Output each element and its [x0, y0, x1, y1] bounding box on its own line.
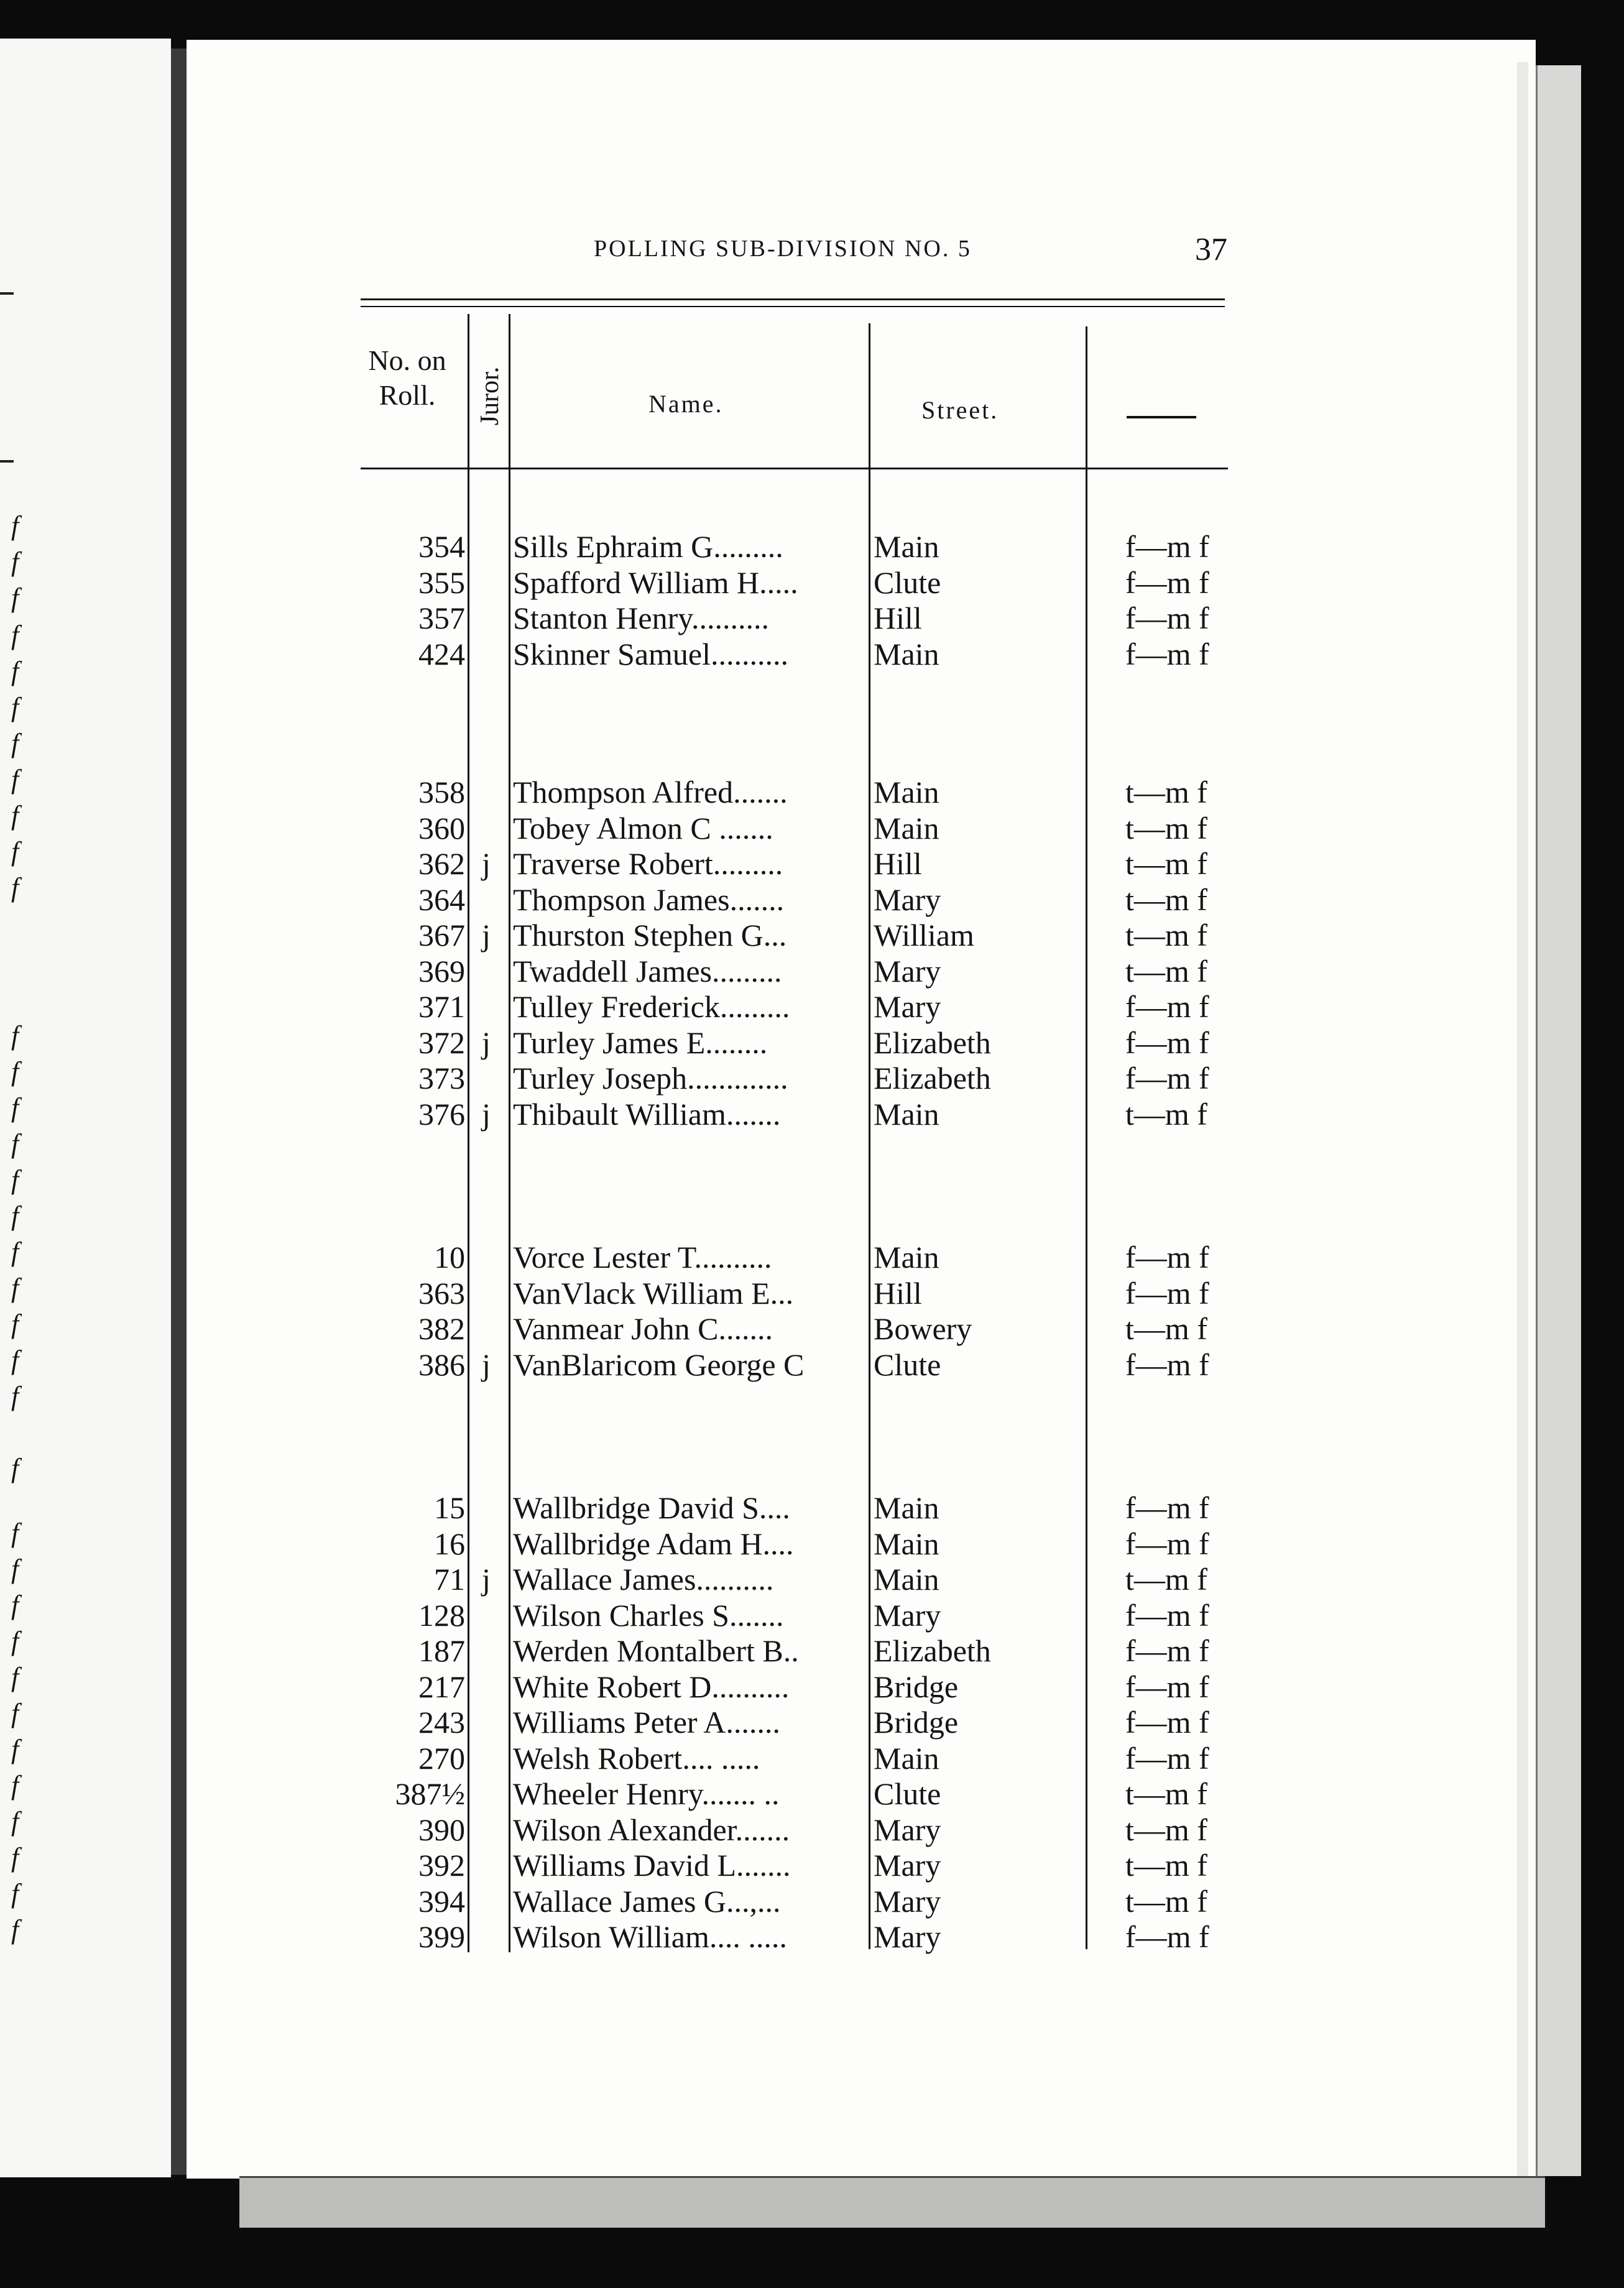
roll-number: 386	[418, 1347, 465, 1382]
voter-name: Skinner Samuel..........	[513, 637, 789, 671]
left-margin-mark: f	[11, 1590, 19, 1620]
roll-number: 367	[418, 918, 465, 953]
juror-mark	[474, 1275, 499, 1311]
street-name: Clute	[874, 565, 941, 600]
qualification-mark: f—m f	[1125, 1490, 1209, 1525]
left-margin-mark: f	[11, 1056, 19, 1087]
column-rule	[509, 314, 510, 1952]
qualification-mark: f—m f	[1125, 989, 1209, 1024]
qualification-mark: f—m f	[1125, 1347, 1209, 1382]
left-margin-mark: f	[11, 1237, 19, 1267]
left-margin-mark: f	[11, 1381, 19, 1411]
qualification-mark: t—m f	[1125, 1884, 1207, 1919]
juror-mark	[474, 636, 499, 672]
qualification-mark: f—m f	[1125, 565, 1209, 600]
header-street: Street.	[921, 396, 999, 424]
left-margin-mark: f	[11, 1662, 19, 1692]
qualification-mark: f—m f	[1125, 1025, 1209, 1060]
left-margin-mark: f	[11, 1770, 19, 1801]
juror-mark	[474, 1526, 499, 1562]
juror-mark	[474, 774, 499, 810]
voter-name: Vanmear John C.......	[513, 1311, 773, 1346]
voter-name: Turley Joseph.............	[513, 1061, 788, 1096]
voter-name: Thibault William.......	[513, 1097, 781, 1132]
qualification-mark: t—m f	[1125, 918, 1207, 953]
voter-name: Tulley Frederick.........	[513, 989, 790, 1024]
voter-name: Wallbridge David S....	[513, 1490, 790, 1525]
voter-name: Thompson Alfred.......	[513, 775, 788, 810]
roll-number: 362	[418, 846, 465, 881]
left-margin-mark: f	[11, 836, 19, 867]
left-margin-mark: f	[11, 1878, 19, 1909]
left-margin-mark: f	[11, 1453, 19, 1483]
roll-number: 363	[418, 1276, 465, 1311]
voter-name: Traverse Robert.........	[513, 846, 783, 881]
voter-name: VanBlaricom George C	[513, 1347, 805, 1382]
voter-name: Thompson James.......	[513, 882, 785, 917]
street-name: Elizabeth	[874, 1633, 991, 1668]
juror-mark	[474, 1311, 499, 1347]
street-name: Main	[874, 1526, 939, 1561]
roll-number: 217	[418, 1669, 465, 1704]
roll-number: 394	[418, 1884, 465, 1919]
left-margin-mark: f	[11, 620, 19, 650]
street-name: Main	[874, 1741, 939, 1776]
juror-mark	[474, 989, 499, 1025]
roll-number: 387½	[395, 1776, 465, 1811]
voter-name: Werden Montalbert B..	[513, 1633, 799, 1668]
left-margin-mark: f	[11, 1309, 19, 1339]
voter-name: Williams David L.......	[513, 1848, 791, 1883]
street-name: Hill	[874, 601, 922, 635]
left-margin-mark: f	[11, 656, 19, 686]
header-no-on-roll-line1: No. on	[368, 344, 446, 376]
header-no-on-roll-line2: Roll.	[379, 379, 436, 411]
left-margin-mark: f	[11, 1806, 19, 1837]
juror-mark	[474, 1490, 499, 1526]
roll-number: 372	[418, 1025, 465, 1060]
left-page-rule	[0, 292, 14, 295]
column-rule	[869, 323, 870, 1949]
page-stack-edge	[1536, 65, 1581, 2176]
left-margin-mark: f	[11, 1201, 19, 1231]
juror-mark	[474, 1060, 499, 1096]
voter-name: Spafford William H.....	[513, 565, 798, 600]
qualification-mark: f—m f	[1125, 529, 1209, 564]
voter-name: Wallace James G...,...	[513, 1884, 781, 1919]
juror-mark: j	[482, 1347, 491, 1382]
left-margin-mark: f	[11, 872, 19, 903]
qualification-mark: t—m f	[1125, 811, 1207, 846]
juror-mark	[474, 810, 499, 846]
left-margin-mark: f	[11, 1698, 19, 1728]
juror-mark	[474, 1669, 499, 1705]
juror-mark	[474, 600, 499, 636]
column-rule	[1086, 326, 1087, 1949]
street-name: Bowery	[874, 1311, 972, 1346]
juror-mark: j	[482, 1025, 491, 1060]
voter-name: Stanton Henry..........	[513, 601, 769, 635]
street-name: Main	[874, 1097, 939, 1132]
page-edge	[1517, 62, 1528, 2176]
left-margin-mark: f	[11, 1842, 19, 1873]
street-name: Mary	[874, 1598, 941, 1633]
qualification-mark: f—m f	[1125, 1741, 1209, 1776]
page-number: 37	[1195, 232, 1227, 267]
qualification-mark: f—m f	[1125, 1705, 1209, 1740]
qualification-mark: f—m f	[1125, 1276, 1209, 1311]
roll-number: 424	[418, 637, 465, 671]
voter-name: VanVlack William E...	[513, 1276, 794, 1311]
roll-number: 390	[418, 1812, 465, 1847]
roll-number: 369	[418, 954, 465, 989]
voter-name: Tobey Almon C .......	[513, 811, 773, 846]
roll-number: 354	[418, 529, 465, 564]
roll-number: 371	[418, 989, 465, 1024]
voter-name: White Robert D..........	[513, 1669, 790, 1704]
juror-mark	[474, 528, 499, 565]
voter-name: Vorce Lester T..........	[513, 1240, 772, 1275]
juror-mark	[474, 1776, 499, 1812]
header-rule	[361, 468, 1228, 469]
roll-number: 355	[418, 565, 465, 600]
qualification-mark: t—m f	[1125, 1848, 1207, 1883]
street-name: Clute	[874, 1347, 941, 1382]
street-name: Mary	[874, 1919, 941, 1954]
qualification-mark: t—m f	[1125, 1776, 1207, 1811]
qualification-mark: t—m f	[1125, 1812, 1207, 1847]
left-margin-mark: f	[11, 800, 19, 831]
roll-number: 364	[418, 882, 465, 917]
street-name: Main	[874, 1240, 939, 1275]
left-margin-mark: f	[11, 1554, 19, 1584]
roll-number: 243	[418, 1705, 465, 1740]
roll-number: 187	[418, 1633, 465, 1668]
street-name: Mary	[874, 1812, 941, 1847]
qualification-mark: f—m f	[1125, 1598, 1209, 1633]
top-rule	[361, 306, 1225, 307]
left-margin-mark: f	[11, 1914, 19, 1945]
roll-number: 382	[418, 1311, 465, 1346]
juror-mark: j	[482, 1097, 491, 1132]
street-name: Bridge	[874, 1705, 959, 1740]
juror-mark	[474, 1740, 499, 1776]
qualification-mark: f—m f	[1125, 1633, 1209, 1668]
left-margin-mark: f	[11, 510, 19, 541]
street-name: Mary	[874, 1884, 941, 1919]
voter-name: Twaddell James.........	[513, 954, 782, 989]
left-margin-mark: f	[11, 1020, 19, 1051]
street-name: Hill	[874, 846, 922, 881]
left-margin-mark: f	[11, 728, 19, 759]
street-name: Mary	[874, 1848, 941, 1883]
left-margin-mark: f	[11, 1626, 19, 1656]
street-name: Elizabeth	[874, 1025, 991, 1060]
street-name: Main	[874, 1490, 939, 1525]
street-name: Mary	[874, 989, 941, 1024]
left-margin-mark: f	[11, 1518, 19, 1548]
roll-number: 358	[418, 775, 465, 810]
roll-number: 128	[418, 1598, 465, 1633]
left-margin-mark: f	[11, 547, 19, 577]
street-name: William	[874, 918, 974, 953]
voter-name: Wallace James..........	[513, 1562, 774, 1597]
juror-mark: j	[482, 846, 491, 881]
qualification-mark: f—m f	[1125, 1061, 1209, 1096]
qualification-mark: t—m f	[1125, 882, 1207, 917]
column-rule	[468, 314, 469, 1952]
juror-mark	[474, 1597, 499, 1633]
juror-mark	[474, 882, 499, 918]
header-blank-dash	[1127, 416, 1196, 418]
voter-name: Wilson Charles S.......	[513, 1598, 784, 1633]
qualification-mark: f—m f	[1125, 1919, 1209, 1954]
voter-name: Thurston Stephen G...	[513, 918, 787, 953]
roll-number: 399	[418, 1919, 465, 1954]
street-name: Main	[874, 775, 939, 810]
left-margin-mark: f	[11, 692, 19, 722]
roll-number: 376	[418, 1097, 465, 1132]
street-name: Mary	[874, 954, 941, 989]
header-juror-label: Juror.	[476, 366, 504, 426]
street-name: Main	[874, 637, 939, 671]
top-rule	[361, 298, 1225, 300]
qualification-mark: t—m f	[1125, 1311, 1207, 1346]
roll-number: 71	[434, 1562, 465, 1597]
roll-number: 15	[434, 1490, 465, 1525]
header-no-on-roll	[348, 343, 466, 413]
qualification-mark: t—m f	[1125, 846, 1207, 881]
left-margin-mark: f	[11, 1165, 19, 1195]
juror-mark	[474, 1812, 499, 1848]
street-name: Bridge	[874, 1669, 959, 1704]
roll-number: 357	[418, 601, 465, 635]
juror-mark	[474, 1919, 499, 1955]
street-name: Mary	[874, 882, 941, 917]
juror-mark	[474, 953, 499, 989]
qualification-mark: t—m f	[1125, 1562, 1207, 1597]
voter-name: Wilson Alexander.......	[513, 1812, 790, 1847]
street-name: Main	[874, 811, 939, 846]
voter-name: Turley James E........	[513, 1025, 768, 1060]
qualification-mark: t—m f	[1125, 1097, 1207, 1132]
juror-mark	[474, 565, 499, 601]
left-margin-mark: f	[11, 764, 19, 795]
left-page	[0, 39, 171, 2177]
left-margin-mark: f	[11, 583, 19, 613]
voter-name: Wheeler Henry....... ..	[513, 1776, 780, 1811]
left-margin-mark: f	[11, 1345, 19, 1375]
street-name: Main	[874, 1562, 939, 1597]
roll-number: 16	[434, 1526, 465, 1561]
left-margin-mark: f	[11, 1092, 19, 1123]
juror-mark: j	[482, 918, 491, 953]
juror-mark: j	[482, 1562, 491, 1597]
voter-name: Wilson William.... .....	[513, 1919, 787, 1954]
page-bottom-edge	[239, 2176, 1545, 2228]
juror-mark	[474, 1883, 499, 1919]
qualification-mark: t—m f	[1125, 954, 1207, 989]
left-margin-mark: f	[11, 1128, 19, 1159]
roll-number: 270	[418, 1741, 465, 1776]
qualification-mark: f—m f	[1125, 637, 1209, 671]
juror-mark	[474, 1239, 499, 1275]
running-head: POLLING SUB-DIVISION NO. 5	[594, 236, 972, 262]
voter-name: Sills Ephraim G.........	[513, 529, 783, 564]
header-juror	[471, 349, 509, 443]
left-margin-mark: f	[11, 1273, 19, 1303]
qualification-mark: f—m f	[1125, 1240, 1209, 1275]
juror-mark	[474, 1847, 499, 1883]
header-name: Name.	[648, 390, 724, 418]
street-name: Hill	[874, 1276, 922, 1311]
left-margin-mark: f	[11, 1734, 19, 1764]
roll-number: 392	[418, 1848, 465, 1883]
juror-mark	[474, 1633, 499, 1669]
voter-name: Williams Peter A.......	[513, 1705, 780, 1740]
street-name: Clute	[874, 1776, 941, 1811]
left-page-rule	[0, 460, 14, 463]
voter-name: Welsh Robert.... .....	[513, 1741, 760, 1776]
qualification-mark: t—m f	[1125, 775, 1207, 810]
roll-number: 373	[418, 1061, 465, 1096]
street-name: Main	[874, 529, 939, 564]
qualification-mark: f—m f	[1125, 1669, 1209, 1704]
roll-number: 10	[434, 1240, 465, 1275]
voter-name: Wallbridge Adam H....	[513, 1526, 794, 1561]
juror-mark	[474, 1704, 499, 1740]
roll-number: 360	[418, 811, 465, 846]
qualification-mark: f—m f	[1125, 1526, 1209, 1561]
qualification-mark: f—m f	[1125, 601, 1209, 635]
street-name: Elizabeth	[874, 1061, 991, 1096]
